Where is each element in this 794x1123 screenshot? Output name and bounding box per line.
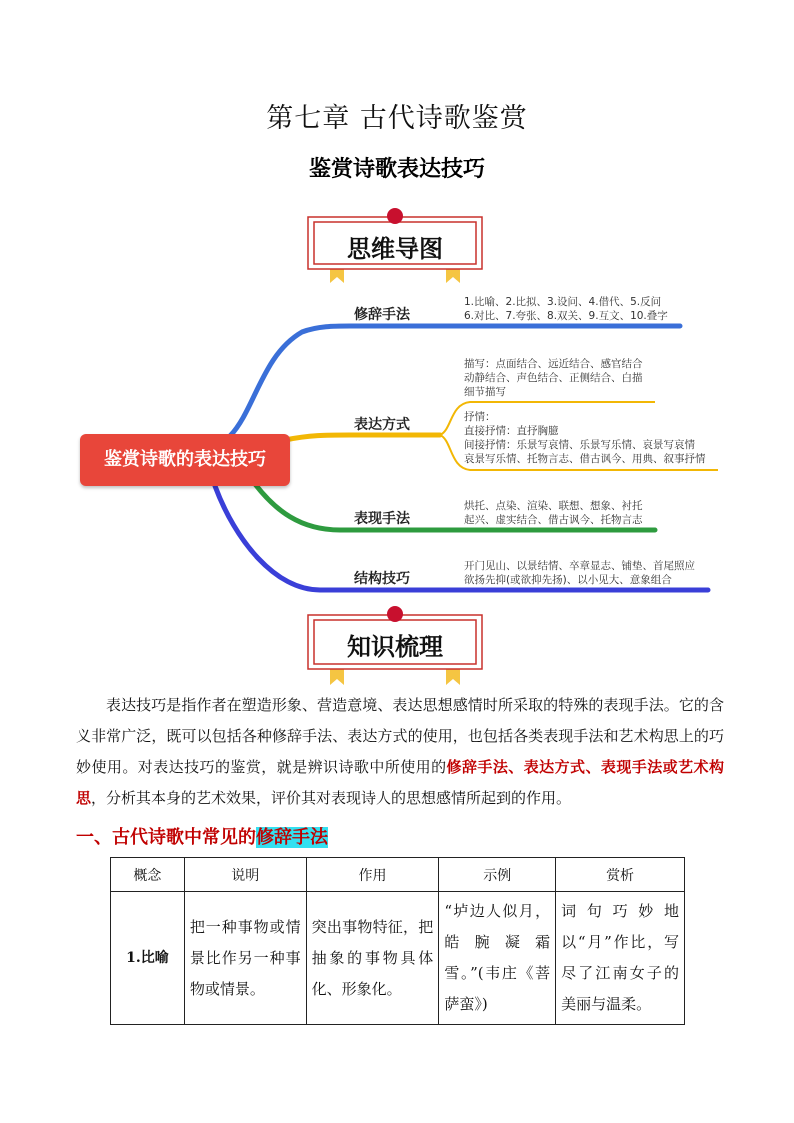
leaf-line: 烘托、点染、渲染、联想、想象、衬托 bbox=[464, 500, 643, 512]
leaf-line: 描写：点面结合、远近结合、感官结合 bbox=[464, 358, 643, 370]
leaf-line: 欲扬先抑(或欲抑先扬)、以小见大、意象组合 bbox=[464, 574, 672, 586]
intro-highlight: 修辞手法、表达方式、表现手法或艺术构思 bbox=[76, 758, 724, 807]
section-heading-prefix: 一、古代诗歌中常见的 bbox=[76, 827, 256, 848]
knowledge-banner bbox=[300, 603, 490, 687]
branch-label-rhetoric: 修辞手法 bbox=[354, 307, 410, 323]
table-header-description: 说明 bbox=[184, 858, 306, 892]
leaf-description-list bbox=[464, 357, 643, 399]
leaf-line: 开门见山、以景结情、卒章显志、铺垫、首尾照应 bbox=[464, 560, 695, 572]
table-header-effect: 作用 bbox=[306, 858, 439, 892]
intro-paragraph bbox=[76, 690, 724, 814]
mindmap-banner-title: 思维导图 bbox=[347, 235, 443, 263]
table-header-example: 示例 bbox=[439, 858, 556, 892]
rhetoric-table bbox=[110, 857, 685, 1025]
table-header-row bbox=[111, 858, 685, 892]
leaf-line: 细节描写 bbox=[464, 386, 506, 398]
intro-text-1: 表达技巧是指作者在塑造形象、营造意境、表达思想感情时所采取的特殊的表现手法。它的含义非常广泛，既可以包括各种修辞手法、表达方式的使用，也包括各类表现手法和艺术构思上的巧妙使用。对表达技巧的鉴赏，就是辨识诗歌中所使用的 bbox=[76, 696, 724, 776]
branch-label-structure: 结构技巧 bbox=[354, 571, 410, 587]
leaf-line: 1.比喻、2.比拟、3.设问、4.借代、5.反问 bbox=[464, 296, 662, 308]
cell-example: “垆边人似月，皓腕凝霜雪。”(韦庄《菩萨蛮》) bbox=[439, 892, 556, 1025]
table-row bbox=[111, 892, 685, 1025]
leaf-line: 哀景写乐情、托物言志、借古讽今、用典、叙事抒情 bbox=[464, 453, 706, 465]
leaf-line: 间接抒情：乐景写哀情、乐景写乐情、哀景写哀情 bbox=[464, 439, 695, 451]
leaf-line: 动静结合、声色结合、正侧结合、白描 bbox=[464, 372, 643, 384]
mindmap-center-node: 鉴赏诗歌的表达技巧 bbox=[80, 434, 290, 486]
leaf-line: 起兴、虚实结合、借古讽今、托物言志 bbox=[464, 514, 643, 526]
cell-concept: 1.比喻 bbox=[111, 892, 185, 1025]
knowledge-banner-title: 知识梳理 bbox=[347, 633, 443, 661]
cell-analysis: 词句巧妙地以“月”作比，写尽了江南女子的美丽与温柔。 bbox=[556, 892, 685, 1025]
leaf-rhetoric-list bbox=[464, 295, 668, 323]
leaf-line: 抒情： bbox=[464, 411, 496, 423]
cell-effect: 突出事物特征，把抽象的事物具体化、形象化。 bbox=[306, 892, 439, 1025]
table-header-concept: 概念 bbox=[111, 858, 185, 892]
leaf-lyric-list bbox=[464, 410, 706, 466]
branch-label-technique: 表现手法 bbox=[354, 511, 410, 527]
leaf-line: 6.对比、7.夸张、8.双关、9.互文、10.叠字 bbox=[464, 310, 668, 322]
intro-text-2: ，分析其本身的艺术效果，评价其对表现诗人的思想感情所起到的作用。 bbox=[91, 789, 572, 807]
leaf-technique-list bbox=[464, 499, 643, 527]
branch-label-expression: 表达方式 bbox=[354, 417, 410, 433]
leaf-line: 直接抒情：直抒胸臆 bbox=[464, 425, 559, 437]
section-heading bbox=[76, 823, 328, 849]
section-heading-marked: 修辞手法 bbox=[256, 827, 328, 848]
page-subtitle: 鉴赏诗歌表达技巧 bbox=[308, 156, 485, 182]
leaf-structure-list bbox=[464, 559, 695, 587]
page-title: 第七章 古代诗歌鉴赏 bbox=[266, 103, 528, 134]
cell-description: 把一种事物或情景比作另一种事物或情景。 bbox=[184, 892, 306, 1025]
table-header-analysis: 赏析 bbox=[556, 858, 685, 892]
